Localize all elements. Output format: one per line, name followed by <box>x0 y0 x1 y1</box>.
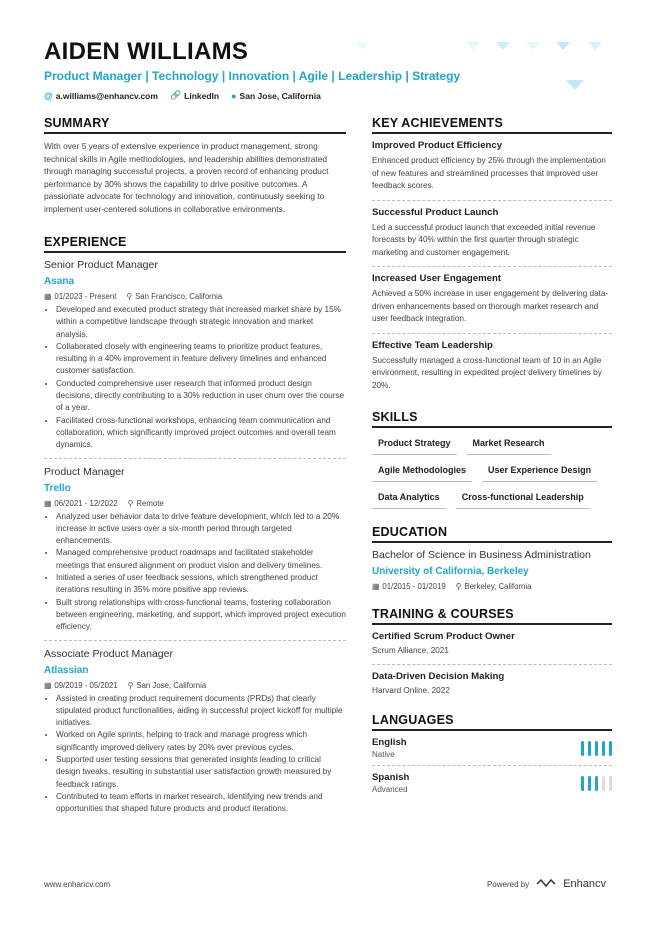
skill-tag: Agile Methodologies <box>372 461 472 482</box>
job-bullets <box>44 511 346 634</box>
job-company: Asana <box>44 276 75 287</box>
language-name: English <box>372 737 407 748</box>
list-item: • Managed comprehensive product roadmaps and facilitated stakeholder meetings that ensured alignment on product vision and delivery timelines. <box>56 547 346 572</box>
achievement-title: Increased User Engagement <box>372 273 502 284</box>
contact-linkedin-text: LinkedIn <box>184 90 220 101</box>
skill-tag: Product Strategy <box>372 434 457 455</box>
contact-location-text: San Jose, California <box>239 90 321 101</box>
achievement-item <box>372 340 612 393</box>
divider <box>44 458 346 459</box>
job-dates: 01/2023 - Present <box>54 292 117 301</box>
language-rating <box>581 741 612 756</box>
achievement-desc: Led a successful product launch that exceeded initial revenue forecasts by 40% within the first quarter through strategic marketing and customer engagement. <box>372 222 596 257</box>
education-dates: 01/2015 - 01/2019 <box>382 582 446 591</box>
skills-list <box>372 434 612 509</box>
skill-tag: Data Analytics <box>372 488 446 509</box>
achievement-title: Improved Product Efficiency <box>372 140 503 151</box>
divider <box>372 664 612 665</box>
calendar-icon: ▦ <box>44 292 52 301</box>
language-rating <box>581 776 612 791</box>
rating-bar <box>588 741 591 756</box>
candidate-name: AIDEN WILLIAMS <box>44 38 249 65</box>
page-footer <box>44 878 606 890</box>
enhancv-logo-icon <box>535 878 557 890</box>
job-company: Trello <box>44 482 71 494</box>
job-bullets <box>44 304 346 452</box>
experience-entry-asana <box>44 259 346 452</box>
rating-bar <box>588 776 591 791</box>
rating-bar <box>602 741 605 756</box>
achievement-desc: Successfully managed a cross-functional team of 10 in an Agile environment, resulting in expedited project delivery timelines by 20%. <box>372 355 602 390</box>
divider <box>44 640 346 641</box>
experience-entry-atlassian <box>44 648 346 816</box>
at-icon: @ <box>44 90 53 101</box>
calendar-icon: ▦ <box>372 582 380 591</box>
job-dates: 06/2021 - 12/2022 <box>54 498 118 508</box>
job-location: San Jose, California <box>136 680 207 690</box>
contact-email[interactable] <box>44 91 158 101</box>
link-icon: 🔗 <box>169 90 182 100</box>
divider <box>372 333 612 334</box>
achievements-heading: KEY ACHIEVEMENTS <box>372 116 612 134</box>
list-item: • Collaborated closely with engineering teams to prioritize product features, resulting in a 40% improvement in feature delivery timelines and enhanced customer satisfaction. <box>56 341 346 378</box>
calendar-icon: ▦ <box>44 680 52 690</box>
powered-by <box>487 878 606 890</box>
achievement-desc: Achieved a 50% increase in user engagement by delivering data-driven enhancements based on thorough market research and user feedback integration. <box>372 289 609 323</box>
language-level: Advanced <box>372 785 408 794</box>
job-meta <box>44 499 346 508</box>
training-title: Data-Driven Decision Making <box>372 670 505 682</box>
contact-email-text: a.williams@enhancv.com <box>55 90 158 101</box>
language-item-spanish <box>372 772 612 794</box>
training-sub: Scrum Alliance, 2021 <box>372 646 449 655</box>
footer-website[interactable]: www.enhancv.com <box>44 879 111 889</box>
training-item <box>372 631 612 658</box>
powered-by-label: Powered by <box>486 879 530 889</box>
rating-bar <box>581 741 584 756</box>
right-column <box>372 116 612 794</box>
list-item: • Conducted comprehensive user research that informed product design decisions, directly contributing to a 30% reduction in user churn over the course of a year. <box>56 378 346 415</box>
rating-bar <box>595 776 598 791</box>
list-item: • Worked on Agile sprints, helping to track and manage progress which significantly improved delivery rates by 20% over previous cycles. <box>56 729 346 754</box>
education-degree: Bachelor of Science in Business Administration <box>372 549 591 561</box>
skills-heading: SKILLS <box>372 410 612 428</box>
list-item: • Supported user testing sessions that generated insights leading to critical design tweaks, resulting in substantial user satisfaction growth measured by feedback ratings. <box>56 754 346 791</box>
experience-entry-trello <box>44 466 346 634</box>
job-role: Product Manager <box>44 465 125 478</box>
location-pin-icon: ⚲ <box>127 680 134 690</box>
education-meta <box>372 582 612 591</box>
list-item: • Assisted in creating product requirement documents (PRDs) that clearly stipulated product functionalities, aiding in successful project kickoff for multiple initiatives. <box>56 693 346 730</box>
divider <box>372 765 612 766</box>
brand-name: Enhancv <box>563 878 606 890</box>
skill-tag: Market Research <box>467 434 551 455</box>
summary-text: With over 5 years of extensive experience in product management, strong technical skills in Agile methodologies, and leadership abilities demonstrated through managing successful projects, a proven record of enhancing product performance by 30% shows the capability to drive positive outcomes. A passionate advocate for technology and innovation, continuously seeking to implement user-centered solutions in collaborative environments. <box>44 141 329 214</box>
achievement-item <box>372 140 612 193</box>
list-item: • Developed and executed product strategy that increased market share by 15% within a competitive landscape through strategic innovation and market analysis. <box>56 304 346 341</box>
achievement-title: Effective Team Leadership <box>372 339 493 351</box>
education-heading: EDUCATION <box>372 525 612 543</box>
job-role: Senior Product Manager <box>44 259 158 271</box>
rating-bar <box>609 741 612 756</box>
location-pin-icon: ⚲ <box>455 582 462 591</box>
divider <box>372 266 612 267</box>
job-meta <box>44 681 346 690</box>
job-role: Associate Product Manager <box>44 647 173 660</box>
list-item: • Initiated a series of user feedback sessions, which strengthened product iterations resulting in 35% more positive app reviews. <box>56 572 346 597</box>
left-column <box>44 116 346 822</box>
training-title: Certified Scrum Product Owner <box>372 631 515 642</box>
rating-bar <box>581 776 584 791</box>
location-pin-icon: ● <box>231 90 237 101</box>
training-sub: Harvard Online, 2022 <box>372 685 450 695</box>
contact-location <box>231 91 321 101</box>
summary-heading: SUMMARY <box>44 116 346 134</box>
achievement-desc: Enhanced product efficiency by 25% through the implementation of new features and streamlined processes that improved user feedback scores. <box>372 156 606 190</box>
job-location: Remote <box>136 498 164 508</box>
achievement-item <box>372 273 612 326</box>
resume-header <box>44 38 604 101</box>
achievement-item <box>372 207 612 260</box>
experience-heading: EXPERIENCE <box>44 235 346 253</box>
training-item <box>372 671 612 698</box>
calendar-icon: ▦ <box>44 498 52 508</box>
list-item: • Facilitated cross-functional workshops, enhancing team communication and collaboration, which significantly improved project outcomes and overall team dynamics. <box>56 415 346 452</box>
rating-bar <box>609 776 612 791</box>
job-company: Atlassian <box>44 664 89 676</box>
education-location: Berkeley, California <box>464 582 532 591</box>
contact-linkedin[interactable] <box>170 90 219 101</box>
skill-tag: User Experience Design <box>482 461 597 482</box>
language-item-english <box>372 737 612 759</box>
job-dates: 09/2019 - 05/2021 <box>54 680 118 690</box>
candidate-title: Product Manager | Technology | Innovation | Agile | Leadership | Strategy <box>44 69 461 83</box>
training-heading: TRAINING & COURSES <box>372 607 612 625</box>
rating-bar <box>602 776 605 791</box>
language-level: Native <box>372 750 395 759</box>
job-bullets <box>44 693 346 816</box>
skill-tag: Cross-functional Leadership <box>456 488 590 509</box>
location-pin-icon: ⚲ <box>127 498 134 508</box>
language-name: Spanish <box>372 772 410 783</box>
achievement-title: Successful Product Launch <box>372 206 499 218</box>
job-meta <box>44 292 346 301</box>
education-school: University of California, Berkeley <box>372 566 529 577</box>
languages-heading: LANGUAGES <box>372 713 612 731</box>
list-item: • Built strong relationships with cross-functional teams, fostering collaboration between engineering, marketing, and support, which improved project execution efficiency. <box>56 597 346 634</box>
job-location: San Francisco, California <box>135 292 223 301</box>
contact-list <box>44 90 604 101</box>
list-item: • Analyzed user behavior data to drive feature development, which led to a 20% increase in active users over a six-month period through targeted enhancements. <box>56 511 346 548</box>
rating-bar <box>595 741 598 756</box>
divider <box>372 200 612 201</box>
location-pin-icon: ⚲ <box>126 292 133 301</box>
list-item: • Contributed to team efforts in market research, identifying new trends and opportunities that shaped future products and product iterations. <box>56 791 346 816</box>
